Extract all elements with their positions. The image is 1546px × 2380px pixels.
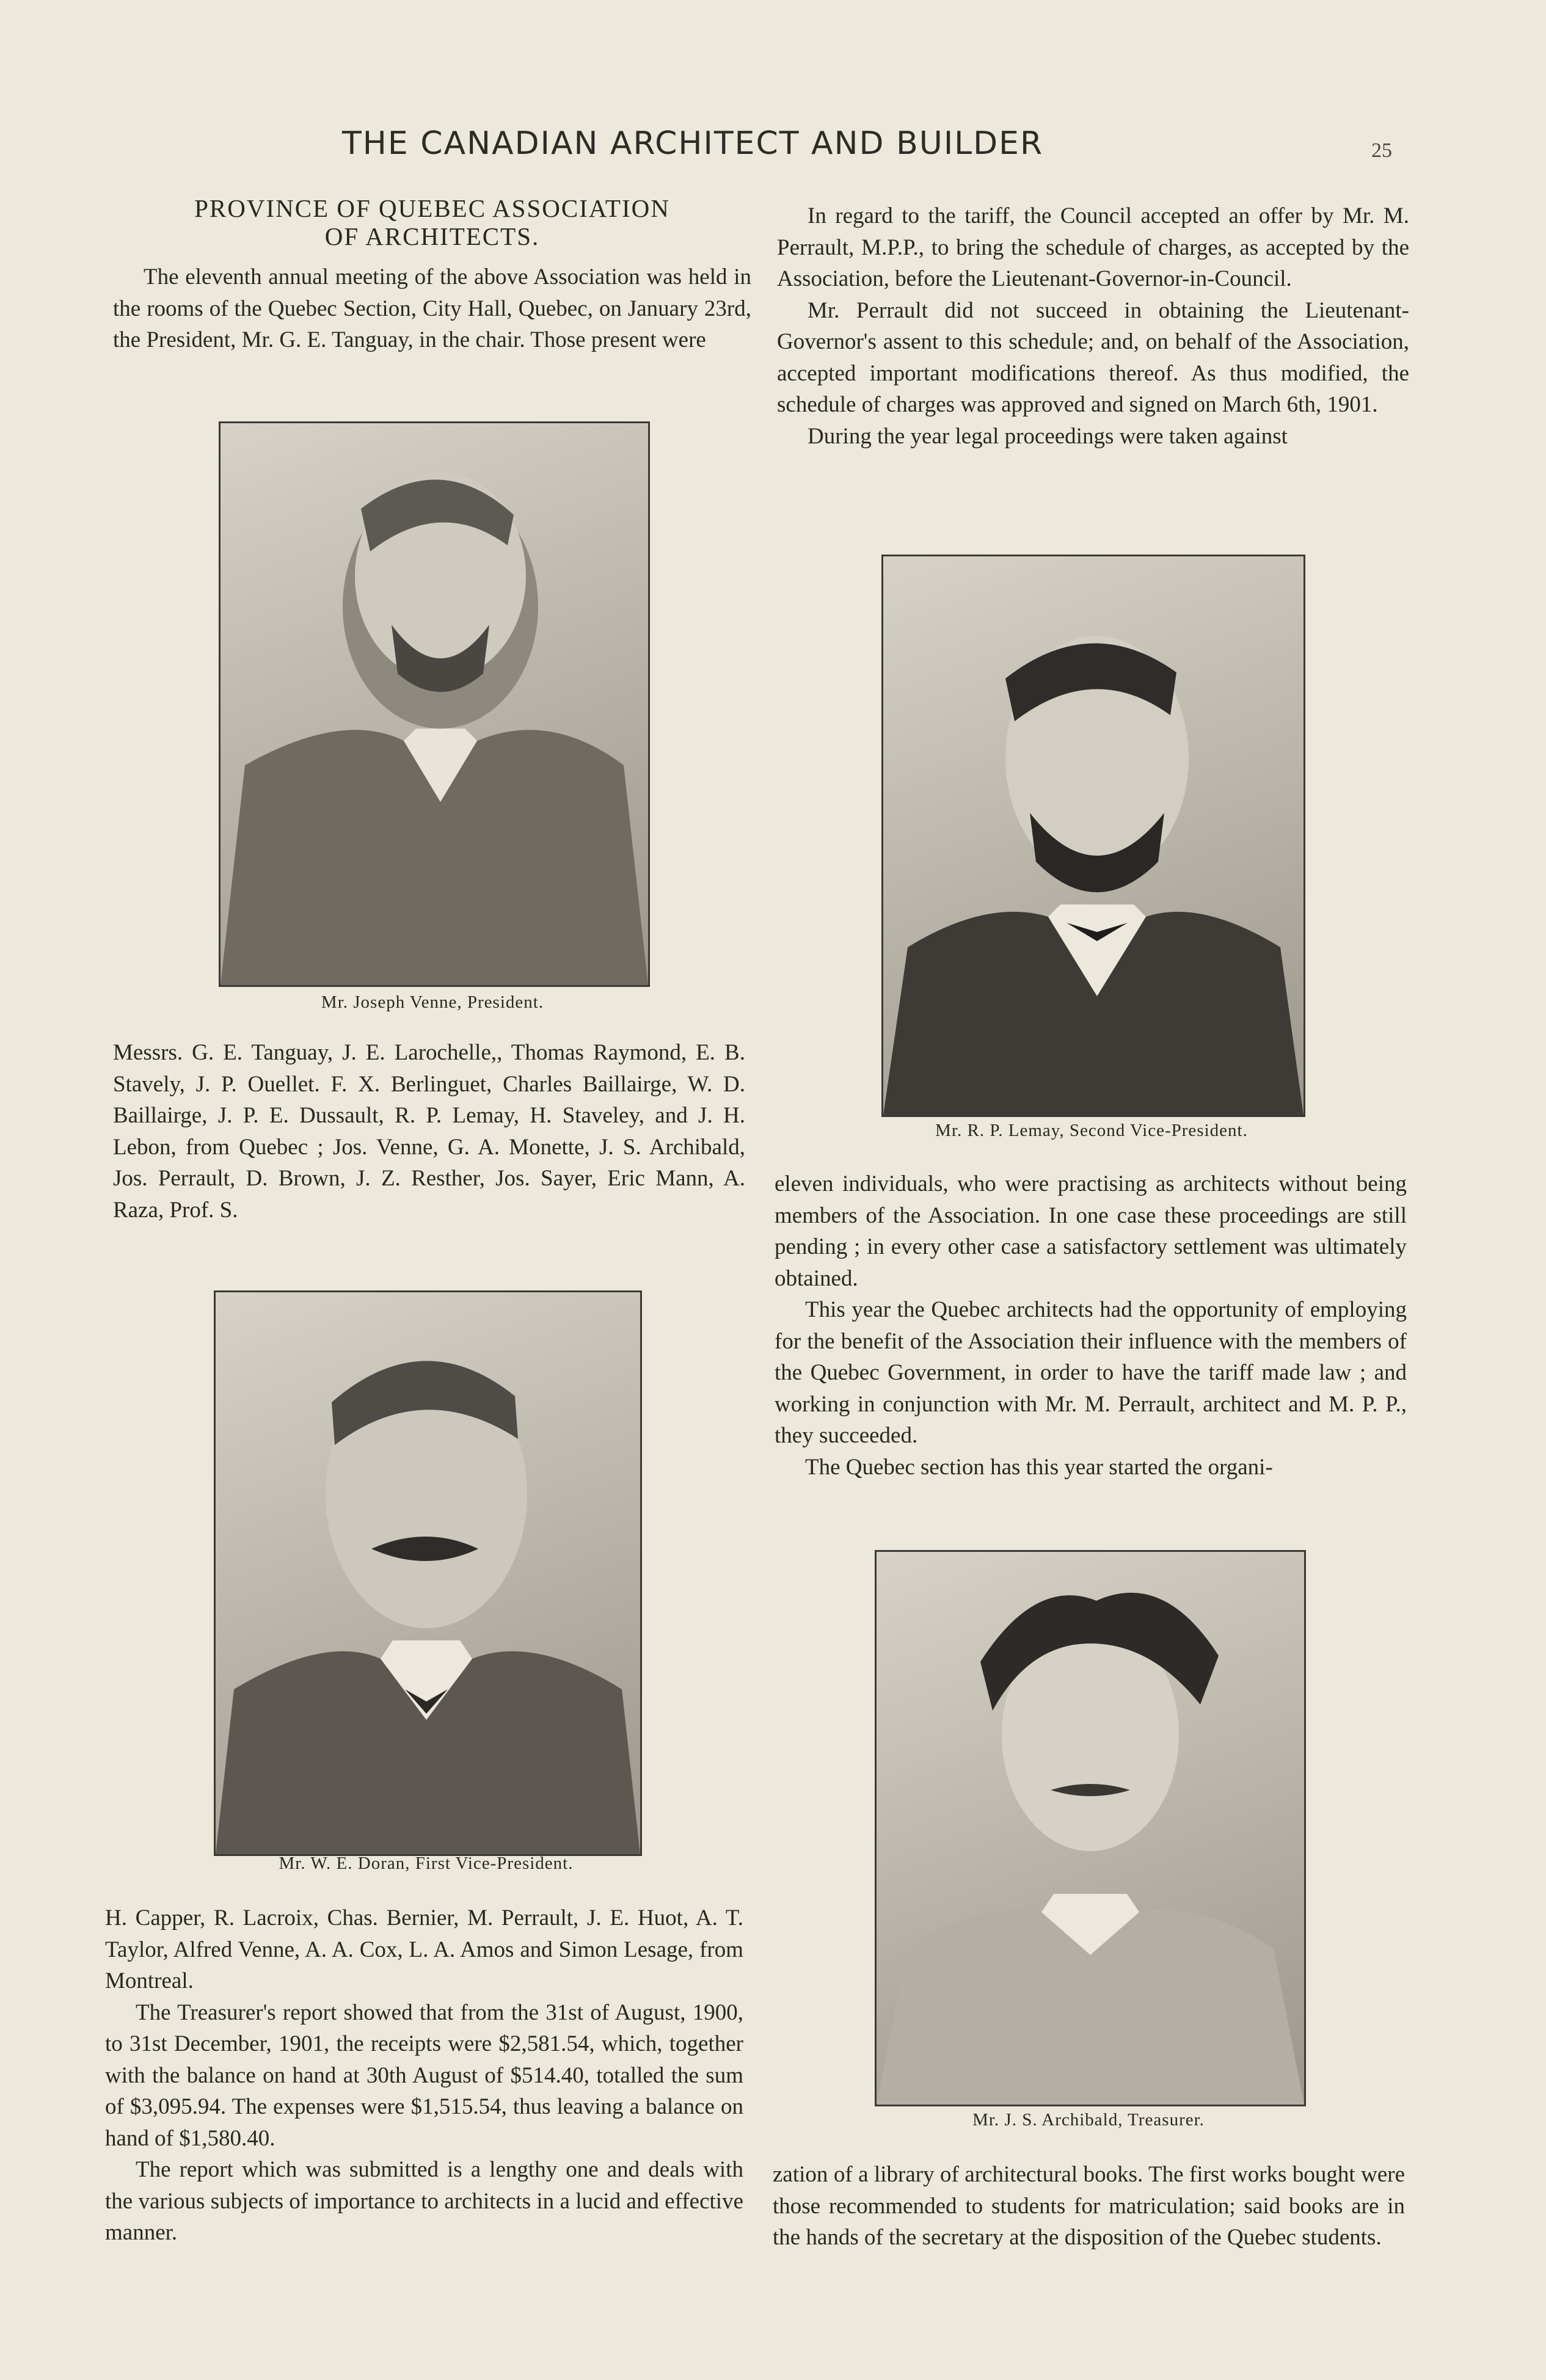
- heading-line-1: PROVINCE OF QUEBEC ASSOCIATION: [194, 194, 670, 222]
- paragraph: The Treasurer's report showed that from the 31st of August, 1900, to 31st December, 1901, the receipts were $2,581.54, which, together with the balance on hand at 30th August of $514.40, totalled the sum of $3,095.94. The expenses were $1,515.54, thus leaving a balance on hand of $1,580.40.: [105, 2000, 743, 2151]
- portrait-photo-doran: [214, 1290, 642, 1856]
- paragraph: zation of a library of architectural books. The first works bought were those recommended to students for matriculation; said books are in the hands of the secretary at the disposition of the Quebec students.: [773, 2162, 1405, 2250]
- paragraph: Mr. Perrault did not succeed in obtaining the Lieutenant-Governor's assent to this schedule; and, on behalf of the Association, accepted important modifications thereof. As thus modified, the schedule of charges was approved and signed on March 6th, 1901.: [777, 297, 1409, 417]
- paragraph: H. Capper, R. Lacroix, Chas. Bernier, M. Perrault, J. E. Huot, A. T. Taylor, Alfred Venne, A. A. Cox, L. A. Amos and Simon Lesage, from Montreal.: [105, 1905, 743, 1993]
- paragraph: Messrs. G. E. Tanguay, J. E. Larochelle,, Thomas Raymond, E. B. Stavely, J. P. Ouellet. F. X. Berlinguet, Charles Baillairge, W. D. Baillairge, J. P. E. Dussault, R. P. Lemay, H. Staveley, and J. H. Lebon, from Quebec ; Jos. Venne, G. A. Monette, J. S. Archibald, Jos. Perrault, D. Brown, J. Z. Resther, Jos. Sayer, Eric Mann, A. Raza, Prof. S.: [113, 1040, 745, 1223]
- paragraph: The eleventh annual meeting of the above Association was held in the rooms of the Quebec Section, City Hall, Quebec, on January 23rd, the President, Mr. G. E. Tanguay, in the chair. Those present were: [113, 264, 751, 352]
- photo-caption: Mr. Joseph Venne, President.: [321, 992, 544, 1012]
- paragraph: The Quebec section has this year started the organi-: [805, 1454, 1273, 1480]
- portrait-photo-venne: [219, 421, 650, 987]
- right-column-top: [777, 200, 1409, 452]
- paragraph: This year the Quebec architects had the opportunity of employing for the benefit of the Association their influence with the members of the Quebec Government, in order to have the tariff made law ; and working in conjunction with Mr. M. Perrault, architect and M. P. P., they succeeded.: [775, 1297, 1407, 1448]
- left-column-middle: [113, 1037, 745, 1226]
- portrait-photo-archibald: [875, 1550, 1306, 2106]
- photo-caption: Mr. J. S. Archibald, Treasurer.: [972, 2110, 1205, 2130]
- photo-caption: Mr. R. P. Lemay, Second Vice-President.: [935, 1121, 1248, 1140]
- running-header: THE CANADIAN ARCHITECT AND BUILDER: [342, 125, 1044, 162]
- paragraph: During the year legal proceedings were taken against: [808, 423, 1288, 449]
- left-column-top: [113, 194, 751, 356]
- photo-caption: Mr. W. E. Doran, First Vice-President.: [279, 1854, 574, 1873]
- page-number: 25: [1371, 139, 1392, 162]
- article-heading: [113, 194, 751, 250]
- left-column-bottom: [105, 1902, 743, 2249]
- right-column-bottom: [773, 2159, 1405, 2254]
- paragraph: The report which was submitted is a lengthy one and deals with the various subjects of importance to architects in a lucid and effective manner.: [105, 2157, 743, 2245]
- heading-line-2: OF ARCHITECTS.: [324, 222, 540, 250]
- paragraph: eleven individuals, who were practising as architects without being members of the Association. In one case these proceedings are still pending ; in every other case a satisfactory settlement was ultimately obtained.: [775, 1171, 1407, 1291]
- right-column-middle: [775, 1168, 1407, 1483]
- paragraph: In regard to the tariff, the Council accepted an offer by Mr. M. Perrault, M.P.P., to bring the schedule of charges, as accepted by the Association, before the Lieutenant-Governor-in-Council.: [777, 203, 1409, 291]
- portrait-photo-lemay: [881, 555, 1305, 1117]
